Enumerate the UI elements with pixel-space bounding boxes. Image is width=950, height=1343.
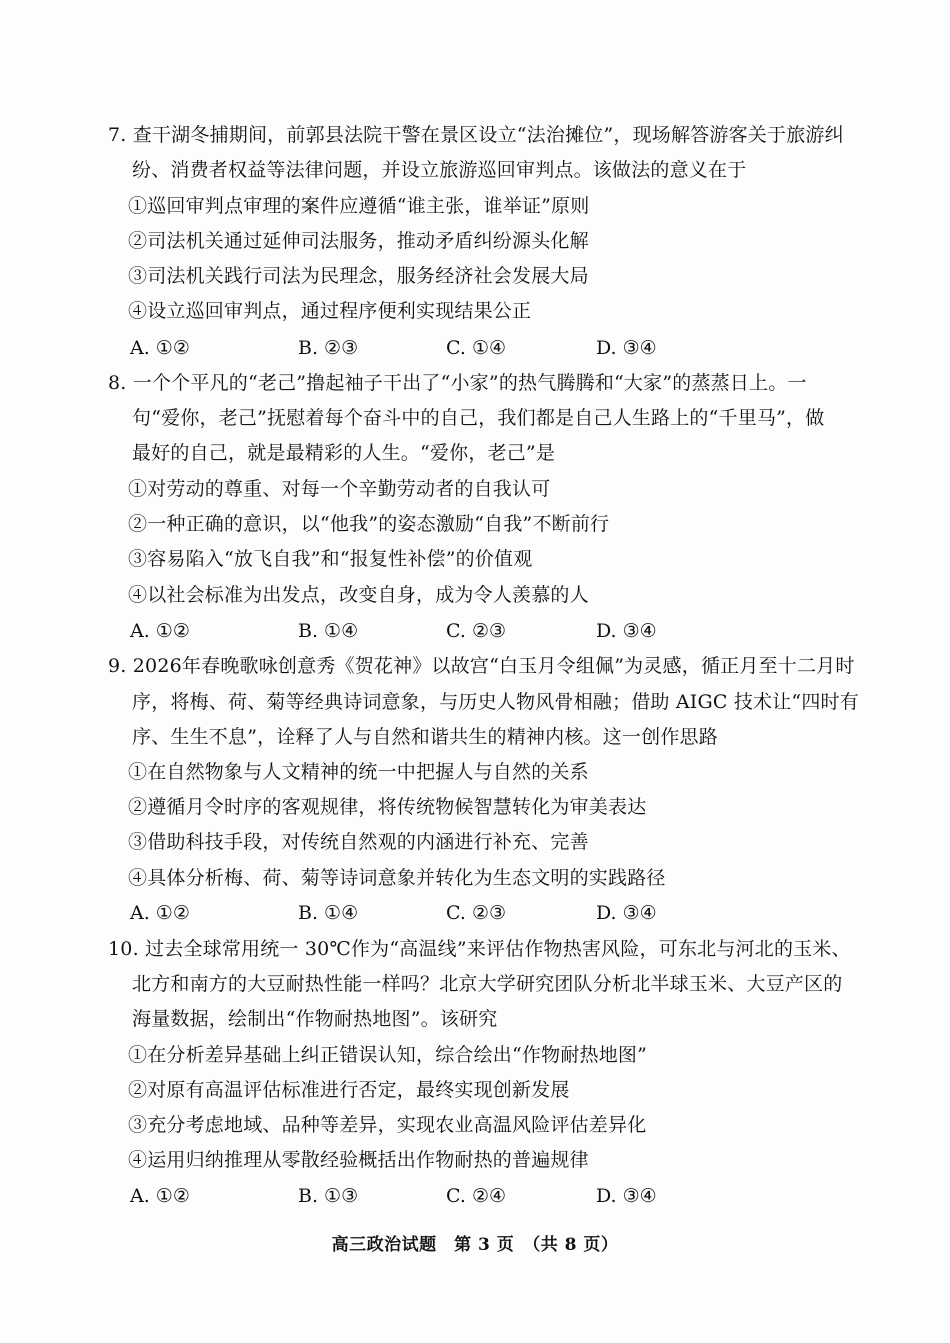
question-10-option-4: ④运用归纳推理从零散经验概括出作物耐热的普遍规律 xyxy=(128,1149,589,1171)
question-8-choice-c: C. ②③ xyxy=(446,620,507,642)
question-10-stem-line-1: 10. 过去全球常用统一 30℃作为“高温线”来评估作物热害风险，可东北与河北的玉米、 xyxy=(108,938,851,960)
question-7-choice-c: C. ①④ xyxy=(446,337,507,359)
question-7-choice-d: D. ③④ xyxy=(596,337,657,359)
question-7-option-2: ②司法机关通过延伸司法服务，推动矛盾纠纷源头化解 xyxy=(128,230,589,252)
question-7-stem-line-1: 7. 查干湖冬捕期间，前郭县法院干警在景区设立“法治摊位”，现场解答游客关于旅游纠 xyxy=(108,124,844,146)
question-7-choices xyxy=(130,336,890,360)
question-10-option-3: ③充分考虑地域、品种等差异，实现农业高温风险评估差异化 xyxy=(128,1114,647,1136)
question-10-choice-b: B. ①③ xyxy=(298,1185,359,1207)
question-10-choice-c: C. ②④ xyxy=(446,1185,507,1207)
question-9-choice-b: B. ①④ xyxy=(298,902,359,924)
question-9-stem-line-3: 序、生生不息”，诠释了人与自然和谐共生的精神内核。这一创作思路 xyxy=(132,726,718,748)
question-8-stem-line-2: 句“爱你，老己”抚慰着每个奋斗中的自己，我们都是自己人生路上的“千里马”，做 xyxy=(132,407,825,429)
question-7-option-4: ④设立巡回审判点，通过程序便利实现结果公正 xyxy=(128,300,532,322)
question-10-choice-a: A. ①② xyxy=(130,1185,190,1207)
question-7-option-3: ③司法机关践行司法为民理念，服务经济社会发展大局 xyxy=(128,265,589,287)
question-8-choice-d: D. ③④ xyxy=(596,620,657,642)
question-9-option-3: ③借助科技手段，对传统自然观的内涵进行补充、完善 xyxy=(128,831,589,853)
question-10-choices xyxy=(130,1184,890,1208)
question-9-stem-line-2: 序，将梅、荷、菊等经典诗词意象，与历史人物风骨相融；借助 AIGC 技术让“四时有 xyxy=(132,691,859,713)
question-8-choice-b: B. ①④ xyxy=(298,620,359,642)
question-9-choice-a: A. ①② xyxy=(130,902,190,924)
question-8-option-3: ③容易陷入“放飞自我”和“报复性补偿”的价值观 xyxy=(128,548,533,570)
question-8-option-4: ④以社会标准为出发点，改变自身，成为令人羡慕的人 xyxy=(128,584,589,606)
question-8-stem-line-3: 最好的自己，就是最精彩的人生。“爱你，老己”是 xyxy=(132,442,556,464)
question-9-choices xyxy=(130,901,890,925)
question-8-option-1: ①对劳动的尊重、对每一个辛勤劳动者的自我认可 xyxy=(128,478,551,500)
question-7-option-1: ①巡回审判点审理的案件应遵循“谁主张，谁举证”原则 xyxy=(128,195,590,217)
question-9-stem-line-1: 9. 2026年春晚歌咏创意秀《贺花神》以故宫“白玉月令组佩”为灵感，循正月至十二月时 xyxy=(108,655,855,677)
question-8-option-2: ②一种正确的意识，以“他我”的姿态激励“自我”不断前行 xyxy=(128,513,610,535)
question-9-option-4: ④具体分析梅、荷、菊等诗词意象并转化为生态文明的实践路径 xyxy=(128,867,666,889)
question-10-stem-line-3: 海量数据，绘制出“作物耐热地图”。该研究 xyxy=(132,1008,498,1030)
question-8-choice-a: A. ①② xyxy=(130,620,190,642)
question-9-option-2: ②遵循月令时序的客观规律，将传统物候智慧转化为审美表达 xyxy=(128,796,647,818)
question-9-choice-c: C. ②③ xyxy=(446,902,507,924)
question-10-option-1: ①在分析差异基础上纠正错误认知，综合绘出“作物耐热地图” xyxy=(128,1044,648,1066)
question-8-stem-line-1: 8. 一个个平凡的“老己”撸起袖子干出了“小家”的热气腾腾和“大家”的蒸蒸日上。一 xyxy=(108,372,807,394)
question-7-choice-b: B. ②③ xyxy=(298,337,359,359)
question-9-choice-d: D. ③④ xyxy=(596,902,657,924)
question-8-choices xyxy=(130,619,890,643)
question-7-stem-line-2: 纷、消费者权益等法律问题，并设立旅游巡回审判点。该做法的意义在于 xyxy=(132,159,747,181)
question-10-choice-d: D. ③④ xyxy=(596,1185,657,1207)
question-10-stem-line-2: 北方和南方的大豆耐热性能一样吗？北京大学研究团队分析北半球玉米、大豆产区的 xyxy=(132,973,843,995)
page-footer: 高三政治试题 第 3 页 （共 8 页） xyxy=(331,1235,619,1255)
question-7-choice-a: A. ①② xyxy=(130,337,190,359)
question-10-option-2: ②对原有高温评估标准进行否定，最终实现创新发展 xyxy=(128,1079,570,1101)
question-9-option-1: ①在自然物象与人文精神的统一中把握人与自然的关系 xyxy=(128,761,589,783)
